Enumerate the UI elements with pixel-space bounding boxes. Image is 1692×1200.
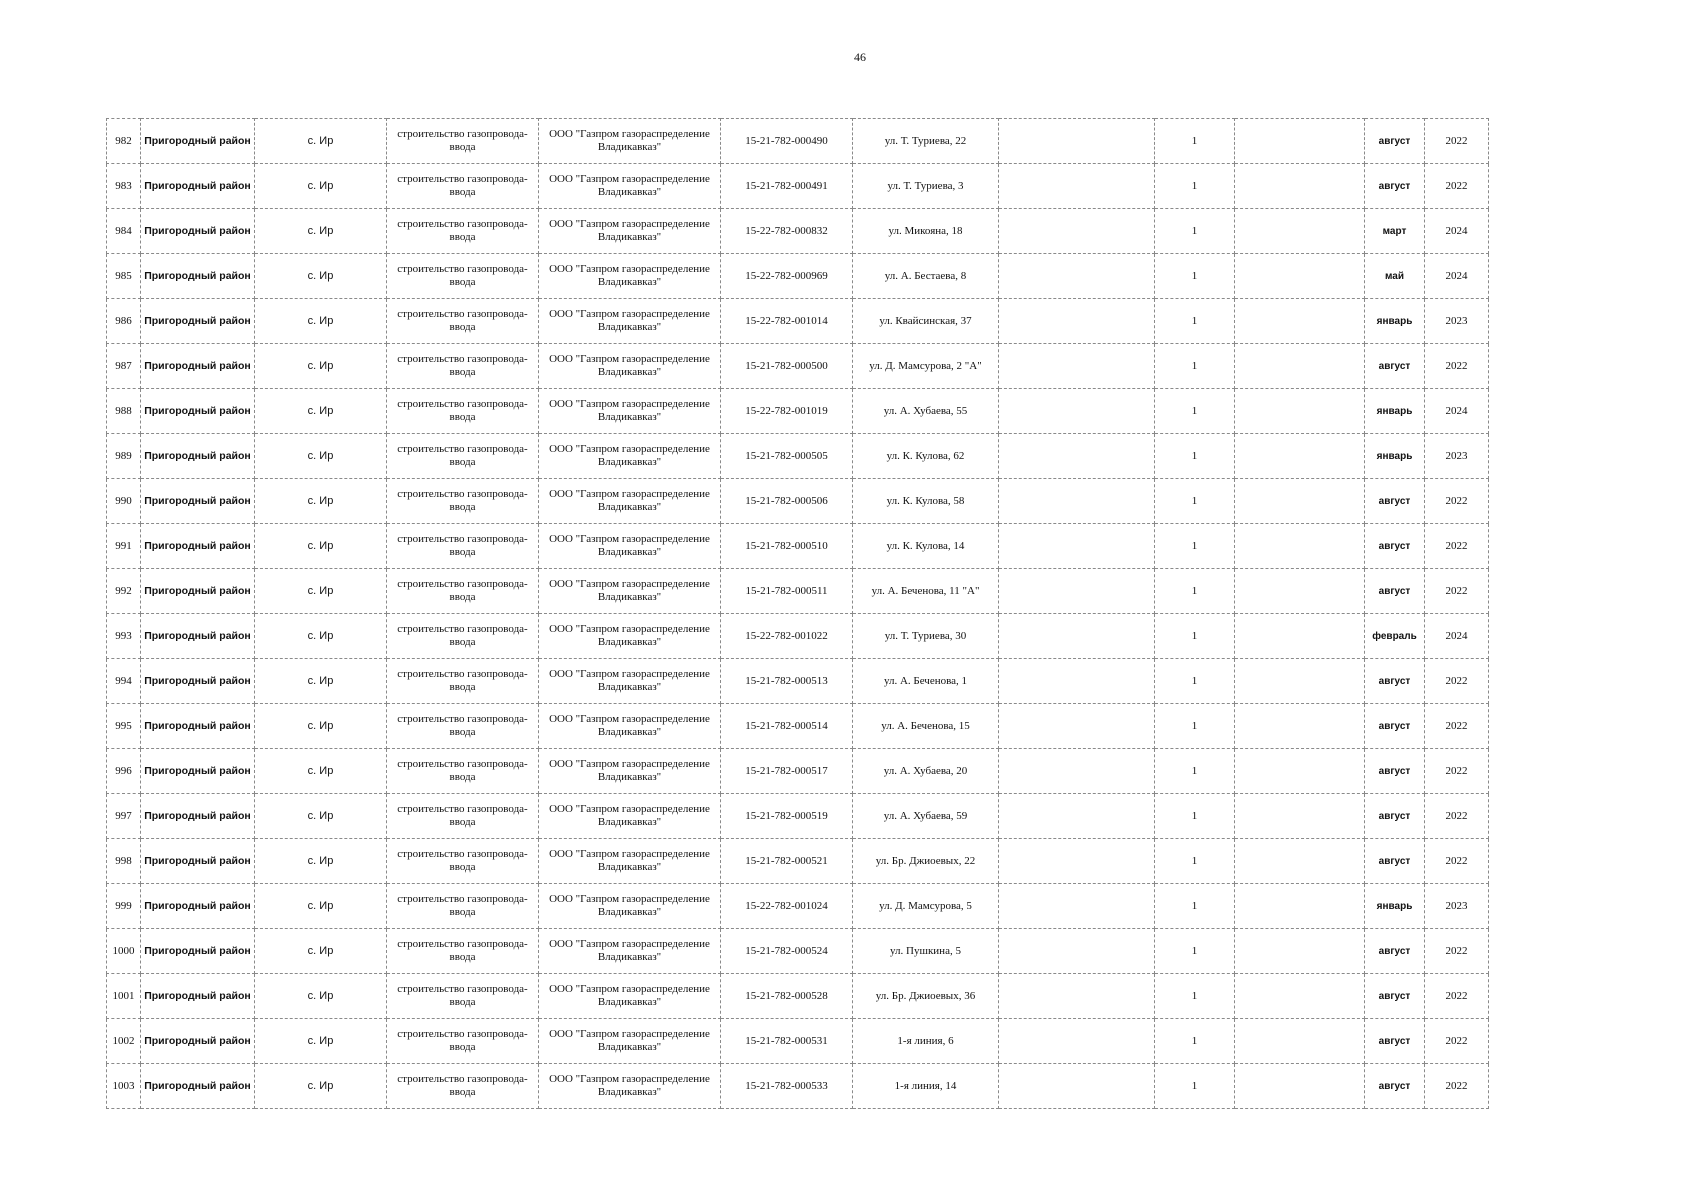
empty-column-cell [999,884,1155,929]
address-cell: ул. Т. Туриева, 30 [853,614,999,659]
empty-column-cell [999,389,1155,434]
empty-column-2-cell [1235,749,1365,794]
address-cell: ул. Т. Туриева, 3 [853,164,999,209]
table-row [107,614,1489,659]
organization-cell: ООО "Газпром газораспределение Владикавказ" [539,884,721,929]
district-cell: Пригородный район [141,614,255,659]
quantity-cell: 1 [1155,929,1235,974]
work-type-cell: строительство газопровода-ввода [387,794,539,839]
row-number-cell: 982 [107,119,141,164]
table-row [107,254,1489,299]
registry-code-cell: 15-21-782-000514 [721,704,853,749]
empty-column-2-cell [1235,254,1365,299]
district-cell: Пригородный район [141,569,255,614]
row-number-cell: 984 [107,209,141,254]
table-row [107,1064,1489,1109]
year-cell: 2023 [1425,299,1489,344]
table-row [107,344,1489,389]
registry-code-cell: 15-21-782-000524 [721,929,853,974]
table-row [107,659,1489,704]
settlement-cell: с. Ир [255,749,387,794]
registry-code-cell: 15-21-782-000521 [721,839,853,884]
empty-column-2-cell [1235,119,1365,164]
district-cell: Пригородный район [141,479,255,524]
district-cell: Пригородный район [141,389,255,434]
empty-column-cell [999,164,1155,209]
empty-column-cell [999,209,1155,254]
row-number-cell: 1000 [107,929,141,974]
month-cell: август [1365,929,1425,974]
work-type-cell: строительство газопровода-ввода [387,389,539,434]
quantity-cell: 1 [1155,299,1235,344]
empty-column-2-cell [1235,659,1365,704]
empty-column-cell [999,974,1155,1019]
year-cell: 2022 [1425,479,1489,524]
empty-column-2-cell [1235,434,1365,479]
empty-column-2-cell [1235,974,1365,1019]
year-cell: 2022 [1425,704,1489,749]
row-number-cell: 995 [107,704,141,749]
quantity-cell: 1 [1155,119,1235,164]
district-cell: Пригородный район [141,929,255,974]
month-cell: август [1365,344,1425,389]
registry-code-cell: 15-21-782-000531 [721,1019,853,1064]
address-cell: 1-я линия, 6 [853,1019,999,1064]
address-cell: ул. К. Кулова, 58 [853,479,999,524]
empty-column-cell [999,254,1155,299]
address-cell: ул. Т. Туриева, 22 [853,119,999,164]
empty-column-cell [999,434,1155,479]
address-cell: ул. К. Кулова, 14 [853,524,999,569]
registry-code-cell: 15-22-782-001019 [721,389,853,434]
table-row [107,929,1489,974]
row-number-cell: 998 [107,839,141,884]
settlement-cell: с. Ир [255,434,387,479]
table-row [107,839,1489,884]
organization-cell: ООО "Газпром газораспределение Владикавказ" [539,209,721,254]
empty-column-2-cell [1235,524,1365,569]
organization-cell: ООО "Газпром газораспределение Владикавказ" [539,839,721,884]
settlement-cell: с. Ир [255,929,387,974]
year-cell: 2024 [1425,614,1489,659]
registry-code-cell: 15-21-782-000510 [721,524,853,569]
empty-column-2-cell [1235,164,1365,209]
settlement-cell: с. Ир [255,119,387,164]
settlement-cell: с. Ир [255,569,387,614]
row-number-cell: 989 [107,434,141,479]
row-number-cell: 986 [107,299,141,344]
month-cell: август [1365,839,1425,884]
table-row [107,479,1489,524]
settlement-cell: с. Ир [255,839,387,884]
row-number-cell: 994 [107,659,141,704]
organization-cell: ООО "Газпром газораспределение Владикавказ" [539,254,721,299]
organization-cell: ООО "Газпром газораспределение Владикавказ" [539,614,721,659]
settlement-cell: с. Ир [255,164,387,209]
organization-cell: ООО "Газпром газораспределение Владикавказ" [539,659,721,704]
settlement-cell: с. Ир [255,974,387,1019]
year-cell: 2024 [1425,254,1489,299]
settlement-cell: с. Ир [255,524,387,569]
work-type-cell: строительство газопровода-ввода [387,704,539,749]
district-cell: Пригородный район [141,704,255,749]
row-number-cell: 983 [107,164,141,209]
empty-column-cell [999,569,1155,614]
row-number-cell: 988 [107,389,141,434]
quantity-cell: 1 [1155,794,1235,839]
organization-cell: ООО "Газпром газораспределение Владикавказ" [539,794,721,839]
organization-cell: ООО "Газпром газораспределение Владикавказ" [539,299,721,344]
work-type-cell: строительство газопровода-ввода [387,344,539,389]
registry-code-cell: 15-21-782-000533 [721,1064,853,1109]
quantity-cell: 1 [1155,884,1235,929]
address-cell: ул. Д. Мамсурова, 5 [853,884,999,929]
organization-cell: ООО "Газпром газораспределение Владикавказ" [539,1019,721,1064]
table-row [107,209,1489,254]
quantity-cell: 1 [1155,659,1235,704]
work-type-cell: строительство газопровода-ввода [387,1064,539,1109]
organization-cell: ООО "Газпром газораспределение Владикавказ" [539,479,721,524]
table-row [107,119,1489,164]
row-number-cell: 987 [107,344,141,389]
empty-column-2-cell [1235,209,1365,254]
settlement-cell: с. Ир [255,209,387,254]
address-cell: ул. Микояна, 18 [853,209,999,254]
row-number-cell: 992 [107,569,141,614]
work-type-cell: строительство газопровода-ввода [387,929,539,974]
month-cell: август [1365,659,1425,704]
address-cell: ул. А. Хубаева, 55 [853,389,999,434]
empty-column-cell [999,794,1155,839]
address-cell: ул. А. Бестаева, 8 [853,254,999,299]
district-cell: Пригородный район [141,299,255,344]
registry-code-cell: 15-22-782-001024 [721,884,853,929]
empty-column-cell [999,479,1155,524]
empty-column-2-cell [1235,344,1365,389]
address-cell: ул. А. Хубаева, 20 [853,749,999,794]
empty-column-cell [999,749,1155,794]
table-row [107,884,1489,929]
settlement-cell: с. Ир [255,389,387,434]
empty-column-cell [999,119,1155,164]
year-cell: 2023 [1425,434,1489,479]
district-cell: Пригородный район [141,434,255,479]
registry-code-cell: 15-21-782-000528 [721,974,853,1019]
district-cell: Пригородный район [141,794,255,839]
empty-column-cell [999,299,1155,344]
row-number-cell: 993 [107,614,141,659]
quantity-cell: 1 [1155,524,1235,569]
table-row [107,1019,1489,1064]
empty-column-2-cell [1235,929,1365,974]
settlement-cell: с. Ир [255,254,387,299]
empty-column-2-cell [1235,884,1365,929]
month-cell: август [1365,164,1425,209]
empty-column-cell [999,659,1155,704]
registry-code-cell: 15-22-782-001022 [721,614,853,659]
work-type-cell: строительство газопровода-ввода [387,254,539,299]
registry-code-cell: 15-22-782-000969 [721,254,853,299]
registry-code-cell: 15-21-782-000513 [721,659,853,704]
month-cell: август [1365,569,1425,614]
empty-column-cell [999,839,1155,884]
month-cell: январь [1365,389,1425,434]
row-number-cell: 997 [107,794,141,839]
empty-column-2-cell [1235,1019,1365,1064]
empty-column-cell [999,614,1155,659]
row-number-cell: 990 [107,479,141,524]
registry-code-cell: 15-21-782-000519 [721,794,853,839]
table-row [107,704,1489,749]
address-cell: ул. Пушкина, 5 [853,929,999,974]
year-cell: 2022 [1425,164,1489,209]
organization-cell: ООО "Газпром газораспределение Владикавказ" [539,164,721,209]
registry-code-cell: 15-21-782-000491 [721,164,853,209]
district-cell: Пригородный район [141,164,255,209]
district-cell: Пригородный район [141,1019,255,1064]
settlement-cell: с. Ир [255,794,387,839]
quantity-cell: 1 [1155,1064,1235,1109]
quantity-cell: 1 [1155,479,1235,524]
settlement-cell: с. Ир [255,704,387,749]
settlement-cell: с. Ир [255,344,387,389]
work-type-cell: строительство газопровода-ввода [387,434,539,479]
month-cell: январь [1365,884,1425,929]
organization-cell: ООО "Газпром газораспределение Владикавказ" [539,974,721,1019]
organization-cell: ООО "Газпром газораспределение Владикавказ" [539,569,721,614]
empty-column-2-cell [1235,389,1365,434]
table-row [107,749,1489,794]
settlement-cell: с. Ир [255,884,387,929]
registry-code-cell: 15-21-782-000500 [721,344,853,389]
settlement-cell: с. Ир [255,659,387,704]
quantity-cell: 1 [1155,839,1235,884]
year-cell: 2023 [1425,884,1489,929]
registry-code-cell: 15-21-782-000505 [721,434,853,479]
month-cell: март [1365,209,1425,254]
quantity-cell: 1 [1155,569,1235,614]
quantity-cell: 1 [1155,209,1235,254]
quantity-cell: 1 [1155,614,1235,659]
table-body [107,119,1489,1109]
year-cell: 2022 [1425,344,1489,389]
month-cell: январь [1365,434,1425,479]
quantity-cell: 1 [1155,704,1235,749]
address-cell: ул. Квайсинская, 37 [853,299,999,344]
table-row [107,569,1489,614]
work-type-cell: строительство газопровода-ввода [387,884,539,929]
work-type-cell: строительство газопровода-ввода [387,524,539,569]
year-cell: 2022 [1425,1064,1489,1109]
month-cell: август [1365,749,1425,794]
work-type-cell: строительство газопровода-ввода [387,749,539,794]
address-cell: ул. Д. Мамсурова, 2 "А" [853,344,999,389]
empty-column-cell [999,1064,1155,1109]
year-cell: 2022 [1425,524,1489,569]
table-row [107,164,1489,209]
work-type-cell: строительство газопровода-ввода [387,209,539,254]
registry-code-cell: 15-22-782-001014 [721,299,853,344]
organization-cell: ООО "Газпром газораспределение Владикавказ" [539,434,721,479]
quantity-cell: 1 [1155,974,1235,1019]
organization-cell: ООО "Газпром газораспределение Владикавказ" [539,524,721,569]
registry-code-cell: 15-21-782-000490 [721,119,853,164]
district-cell: Пригородный район [141,749,255,794]
work-type-cell: строительство газопровода-ввода [387,119,539,164]
table-row [107,299,1489,344]
month-cell: май [1365,254,1425,299]
row-number-cell: 1003 [107,1064,141,1109]
year-cell: 2022 [1425,974,1489,1019]
quantity-cell: 1 [1155,254,1235,299]
work-type-cell: строительство газопровода-ввода [387,839,539,884]
quantity-cell: 1 [1155,1019,1235,1064]
organization-cell: ООО "Газпром газораспределение Владикавказ" [539,749,721,794]
organization-cell: ООО "Газпром газораспределение Владикавказ" [539,1064,721,1109]
address-cell: ул. К. Кулова, 62 [853,434,999,479]
address-cell: ул. А. Хубаева, 59 [853,794,999,839]
quantity-cell: 1 [1155,344,1235,389]
month-cell: август [1365,704,1425,749]
quantity-cell: 1 [1155,749,1235,794]
registry-code-cell: 15-21-782-000517 [721,749,853,794]
quantity-cell: 1 [1155,164,1235,209]
table-row [107,524,1489,569]
year-cell: 2022 [1425,569,1489,614]
table-row [107,389,1489,434]
month-cell: август [1365,974,1425,1019]
empty-column-cell [999,344,1155,389]
work-type-cell: строительство газопровода-ввода [387,974,539,1019]
organization-cell: ООО "Газпром газораспределение Владикавказ" [539,704,721,749]
work-type-cell: строительство газопровода-ввода [387,479,539,524]
page-number: 46 [854,50,866,64]
empty-column-cell [999,704,1155,749]
row-number-cell: 1001 [107,974,141,1019]
month-cell: август [1365,479,1425,524]
district-cell: Пригородный район [141,659,255,704]
district-cell: Пригородный район [141,524,255,569]
year-cell: 2024 [1425,209,1489,254]
year-cell: 2022 [1425,839,1489,884]
organization-cell: ООО "Газпром газораспределение Владикавказ" [539,389,721,434]
table-row [107,974,1489,1019]
empty-column-2-cell [1235,479,1365,524]
address-cell: 1-я линия, 14 [853,1064,999,1109]
district-cell: Пригородный район [141,254,255,299]
empty-column-2-cell [1235,839,1365,884]
row-number-cell: 999 [107,884,141,929]
work-type-cell: строительство газопровода-ввода [387,614,539,659]
empty-column-cell [999,1019,1155,1064]
empty-column-2-cell [1235,704,1365,749]
empty-column-cell [999,929,1155,974]
year-cell: 2022 [1425,749,1489,794]
table-row [107,794,1489,839]
month-cell: август [1365,524,1425,569]
settlement-cell: с. Ир [255,479,387,524]
organization-cell: ООО "Газпром газораспределение Владикавказ" [539,929,721,974]
quantity-cell: 1 [1155,389,1235,434]
settlement-cell: с. Ир [255,1064,387,1109]
work-type-cell: строительство газопровода-ввода [387,569,539,614]
district-cell: Пригородный район [141,344,255,389]
year-cell: 2022 [1425,794,1489,839]
quantity-cell: 1 [1155,434,1235,479]
registry-code-cell: 15-21-782-000511 [721,569,853,614]
settlement-cell: с. Ир [255,299,387,344]
empty-column-2-cell [1235,569,1365,614]
empty-column-cell [999,524,1155,569]
row-number-cell: 991 [107,524,141,569]
settlement-cell: с. Ир [255,614,387,659]
work-type-cell: строительство газопровода-ввода [387,299,539,344]
work-type-cell: строительство газопровода-ввода [387,659,539,704]
year-cell: 2022 [1425,119,1489,164]
registry-code-cell: 15-21-782-000506 [721,479,853,524]
year-cell: 2022 [1425,659,1489,704]
month-cell: январь [1365,299,1425,344]
empty-column-2-cell [1235,299,1365,344]
organization-cell: ООО "Газпром газораспределение Владикавказ" [539,119,721,164]
month-cell: август [1365,794,1425,839]
table-row [107,434,1489,479]
gas-connection-registry-table [106,118,1489,1109]
address-cell: ул. А. Беченова, 11 "А" [853,569,999,614]
empty-column-2-cell [1235,794,1365,839]
work-type-cell: строительство газопровода-ввода [387,1019,539,1064]
month-cell: август [1365,119,1425,164]
work-type-cell: строительство газопровода-ввода [387,164,539,209]
year-cell: 2024 [1425,389,1489,434]
row-number-cell: 985 [107,254,141,299]
month-cell: август [1365,1064,1425,1109]
month-cell: февраль [1365,614,1425,659]
row-number-cell: 1002 [107,1019,141,1064]
district-cell: Пригородный район [141,839,255,884]
district-cell: Пригородный район [141,209,255,254]
row-number-cell: 996 [107,749,141,794]
month-cell: август [1365,1019,1425,1064]
year-cell: 2022 [1425,929,1489,974]
organization-cell: ООО "Газпром газораспределение Владикавказ" [539,344,721,389]
district-cell: Пригородный район [141,974,255,1019]
address-cell: ул. А. Беченова, 1 [853,659,999,704]
registry-code-cell: 15-22-782-000832 [721,209,853,254]
empty-column-2-cell [1235,614,1365,659]
district-cell: Пригородный район [141,884,255,929]
address-cell: ул. Бр. Джиоевых, 36 [853,974,999,1019]
district-cell: Пригородный район [141,1064,255,1109]
address-cell: ул. Бр. Джиоевых, 22 [853,839,999,884]
year-cell: 2022 [1425,1019,1489,1064]
settlement-cell: с. Ир [255,1019,387,1064]
address-cell: ул. А. Беченова, 15 [853,704,999,749]
empty-column-2-cell [1235,1064,1365,1109]
district-cell: Пригородный район [141,119,255,164]
